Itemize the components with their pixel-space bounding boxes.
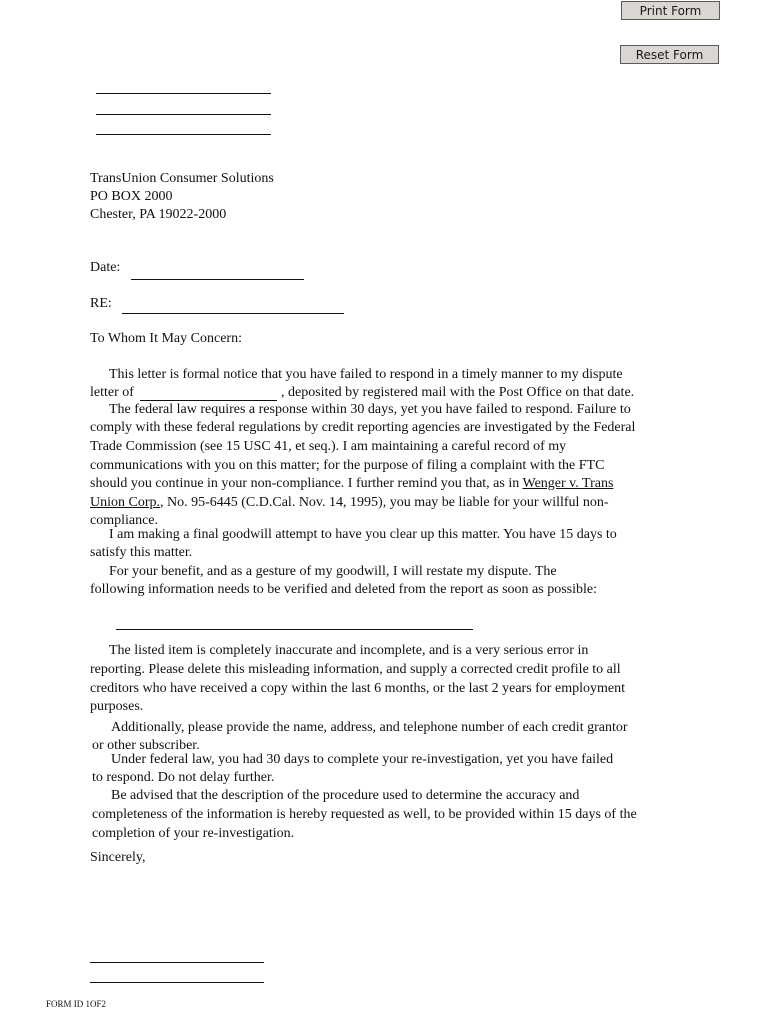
p5-line-2: reporting. Please delete this misleading information, and supply a corrected credit profile to all xyxy=(90,662,621,677)
date-field[interactable] xyxy=(131,279,304,280)
sender-city-field[interactable] xyxy=(96,134,271,135)
p6-line-2: or other subscriber. xyxy=(92,738,200,753)
p4-line-1: For your benefit, and as a gesture of my goodwill, I will restate my dispute. The xyxy=(109,564,557,579)
recipient-name: TransUnion Consumer Solutions xyxy=(90,171,274,186)
p2-line-4: communications with you on this matter; for the purpose of filing a complaint with the FTC xyxy=(90,458,605,473)
salutation: To Whom It May Concern: xyxy=(90,331,242,346)
p4-line-2: following information needs to be verified and deleted from the report as soon as possible: xyxy=(90,582,597,597)
sender-street-field[interactable] xyxy=(96,114,271,115)
case-name-link: Wenger v. Trans xyxy=(522,476,614,491)
p7-line-2: to respond. Do not delay further. xyxy=(92,770,275,785)
p5-line-4: purposes. xyxy=(90,699,144,714)
p8-line-1: Be advised that the description of the procedure used to determine the accuracy and xyxy=(111,788,580,803)
case-name-continued: Union Corp. xyxy=(90,495,160,510)
signature-field[interactable] xyxy=(90,962,264,963)
p5-line-1: The listed item is completely inaccurate and incomplete, and is a very serious error in xyxy=(109,643,589,658)
p1-line-2b: , deposited by registered mail with the Post Office on that date. xyxy=(281,385,635,400)
print-form-button[interactable]: Print Form xyxy=(621,1,720,20)
p2-line-1: The federal law requires a response within 30 days, yet you have failed to respond. Failure to xyxy=(109,402,631,417)
p3-line-1: I am making a final goodwill attempt to have you clear up this matter. You have 15 days to xyxy=(109,527,617,542)
p2-line-6: Union Corp., No. 95-6445 (C.D.Cal. Nov. 14, 1995), you may be liable for your willful non- xyxy=(90,495,609,510)
p3-line-2: satisfy this matter. xyxy=(90,545,193,560)
disputed-item-field[interactable] xyxy=(116,629,473,630)
p8-line-2: completeness of the information is hereby requested as well, to be provided within 15 days of the xyxy=(92,807,637,822)
re-label: RE: xyxy=(90,296,112,311)
form-id: FORM ID 1OF2 xyxy=(46,999,107,1009)
p2-line-7: compliance. xyxy=(90,513,159,528)
p1-line-1: This letter is formal notice that you have failed to respond in a timely manner to my dispute xyxy=(109,367,623,382)
p8-line-3: completion of your re-investigation. xyxy=(92,826,295,841)
p1-line-2a: letter of xyxy=(90,385,134,400)
re-field[interactable] xyxy=(122,313,344,314)
p2-line-5: should you continue in your non-compliance. I further remind you that, as in Wenger v. Trans xyxy=(90,476,614,491)
closing: Sincerely, xyxy=(90,850,146,865)
p6-line-1: Additionally, please provide the name, address, and telephone number of each credit grantor xyxy=(111,720,628,735)
p7-line-1: Under federal law, you had 30 days to complete your re-investigation, yet you have failed xyxy=(111,752,614,767)
reset-form-button[interactable]: Reset Form xyxy=(620,45,719,64)
p2-line-2: comply with these federal regulations by credit reporting agencies are investigated by the Federal xyxy=(90,420,636,435)
recipient-city: Chester, PA 19022-2000 xyxy=(90,207,227,222)
sender-name-field[interactable] xyxy=(96,93,271,94)
recipient-po-box: PO BOX 2000 xyxy=(90,189,173,204)
date-label: Date: xyxy=(90,260,121,275)
printed-name-field[interactable] xyxy=(90,982,264,983)
p5-line-3: creditors who have received a copy within the last 6 months, or the last 2 years for employment xyxy=(90,681,625,696)
p2-line-3: Trade Commission (see 15 USC 41, et seq.). I am maintaining a careful record of my xyxy=(90,439,567,454)
